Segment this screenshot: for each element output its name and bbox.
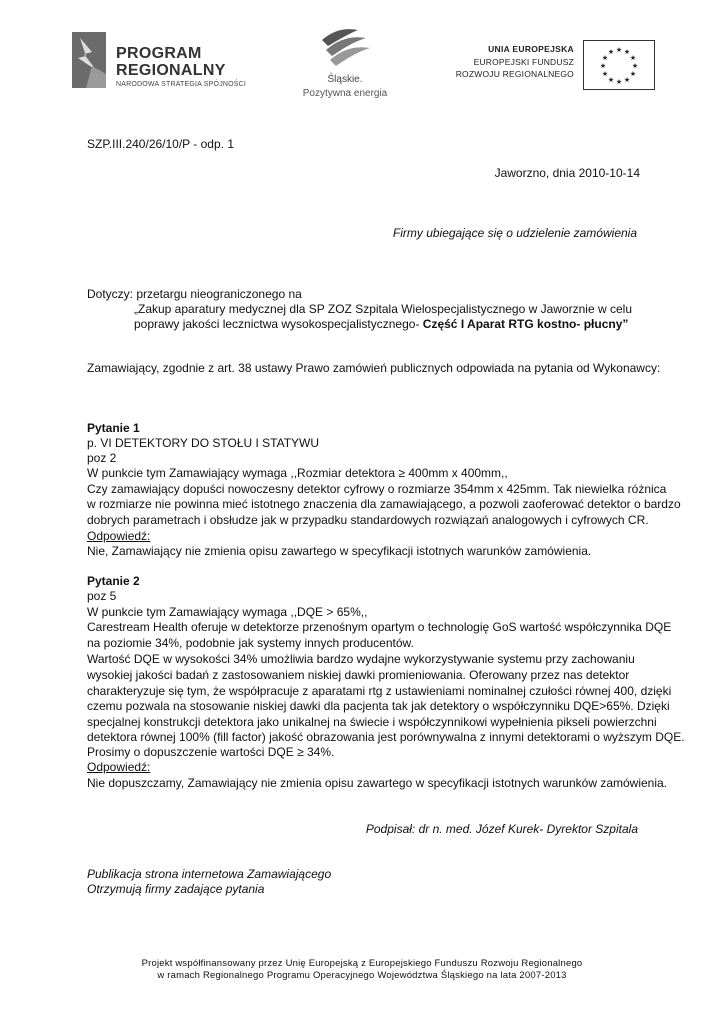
footer-line2: w ramach Regionalnego Programu Operacyjnego Województwa Śląskiego na lata 2007-2013 bbox=[157, 970, 567, 981]
eu-flag-icon bbox=[583, 40, 655, 90]
eu-logo bbox=[430, 40, 656, 92]
slaskie-tagline: Pozytywna energia bbox=[302, 88, 388, 99]
recipients-note: Otrzymują firmy zadające pytania bbox=[87, 882, 265, 896]
question2-line: Prosimy o dopuszczenie wartości DQE ≥ 34%. bbox=[87, 745, 335, 759]
reference-number: SZP.III.240/26/10/P - odp. 1 bbox=[87, 137, 234, 151]
svg-text:★: ★ bbox=[615, 78, 623, 86]
slaskie-name: Śląskie. bbox=[327, 74, 363, 85]
question2-line: Carestream Health oferuje w detektorze przenośnym opartym o technologię GoS wartość współczynnika DQE bbox=[87, 620, 672, 634]
svg-text:★: ★ bbox=[623, 48, 631, 56]
svg-text:★: ★ bbox=[601, 70, 609, 78]
recipient-line: Firmy ubiegające się o udzielenie zamówienia bbox=[392, 226, 637, 240]
question2-line: na poziomie 34%, podobnie jak systemy innych producentów. bbox=[87, 636, 414, 650]
subject-line2-bold: Część I Aparat RTG kostno- płucny” bbox=[422, 317, 629, 331]
eu-title: UNIA EUROPEJSKA bbox=[488, 44, 574, 54]
question2-line: specjalnej konstrukcji detektora jako unikalnej na świecie i współczynnikowi wypełnienia pikseli powierzchni bbox=[87, 715, 657, 729]
svg-text:★: ★ bbox=[623, 76, 631, 84]
program-subtitle: NARODOWA STRATEGIA SPÓJNOŚCI bbox=[116, 81, 247, 88]
question1-title: Pytanie 1 bbox=[87, 421, 140, 435]
eu-fund-line1: EUROPEJSKI FUNDUSZ bbox=[473, 57, 574, 67]
question2-line: wysokiej jakości badań z zastosowaniem niskiej dawki promieniowania. Oferowany przez nas detektor bbox=[87, 668, 630, 682]
program-regionalny-emblem-icon bbox=[66, 30, 112, 90]
question1-line: p. VI DETEKTORY DO STOŁU I STATYWU bbox=[87, 436, 320, 450]
answer1-label: Odpowiedź: bbox=[87, 529, 151, 543]
question1-line: dobrych parametrach i obsłudze jak w przypadku standardowych rozwiązań analogowych i cyfrowych CR. bbox=[87, 513, 649, 527]
svg-text:★: ★ bbox=[629, 54, 637, 62]
subject-line2-text: poprawy jakości lecznictwa wysokospecjalistycznego- bbox=[134, 317, 423, 331]
footer-line1: Projekt współfinansowany przez Unię Europejską z Europejskiego Funduszu Rozwoju Regionalnego bbox=[141, 958, 583, 969]
program-title-line2: REGIONALNY bbox=[116, 62, 226, 79]
subject-line1: „Zakup aparatury medycznej dla SP ZOZ Szpitala Wielospecjalistycznego w Jaworznie w celu bbox=[134, 302, 632, 316]
answer2-text: Nie dopuszczamy, Zamawiający nie zmienia opisu zawartego w specyfikacji istotnych warunków zamówienia. bbox=[87, 776, 668, 790]
question2-line: detektora równej 100% (fill factor) jakość obrazowania jest porównywalna z innymi detektorami o wyższym DQE. bbox=[87, 730, 685, 744]
slaskie-logo bbox=[290, 24, 400, 106]
program-regionalny-logo bbox=[66, 30, 266, 90]
signature: Podpisał: dr n. med. Józef Kurek- Dyrektor Szpitala bbox=[365, 822, 638, 836]
question2-title: Pytanie 2 bbox=[87, 574, 140, 588]
svg-text:★: ★ bbox=[629, 70, 637, 78]
svg-text:★: ★ bbox=[631, 62, 639, 70]
publication-note: Publikacja strona internetowa Zamawiającego bbox=[87, 867, 332, 881]
place-date: Jaworzno, dnia 2010-10-14 bbox=[494, 166, 640, 180]
question2-line: Wartość DQE w wysokości 34% umożliwia bardzo wydajne wykorzystywanie systemu przy zachowaniu bbox=[87, 652, 635, 666]
question2-line: czemu pozwala na stosowanie niskiej dawki dla pacjenta tak jak detektory o współczynniku DQE>65%. Dzięki bbox=[87, 699, 670, 713]
svg-text:★: ★ bbox=[607, 48, 615, 56]
intro-paragraph: Zamawiający, zgodnie z art. 38 ustawy Prawo zamówień publicznych odpowiada na pytania od Wykonawcy: bbox=[87, 361, 661, 375]
subject-label: Dotyczy: przetargu nieograniczonego na bbox=[87, 287, 302, 301]
question1-line: W punkcie tym Zamawiający wymaga ,,Rozmiar detektora ≥ 400mm x 400mm,, bbox=[87, 466, 508, 480]
slaskie-waves-icon bbox=[318, 24, 372, 70]
answer1-text: Nie, Zamawiający nie zmienia opisu zawartego w specyfikacji istotnych warunków zamówienia. bbox=[87, 544, 592, 558]
answer2-label: Odpowiedź: bbox=[87, 760, 151, 774]
question1-line: w rozmiarze nie powinna mieć istotnego znaczenia dla zamawiającego, a pozwoli zaoferować detektor o bardzo bbox=[87, 497, 681, 511]
svg-text:★: ★ bbox=[601, 54, 609, 62]
svg-text:★: ★ bbox=[599, 62, 607, 70]
question2-line: charakteryzuje się tym, że współpracuje z aparatami rtg z ustawieniami nominalnej czułości równej 400, dzięki bbox=[87, 684, 672, 698]
question1-line: Czy zamawiający dopuści nowoczesny detektor cyfrowy o rozmiarze 354mm x 425mm. Tak niewielka różnica bbox=[87, 482, 667, 496]
question2-line: W punkcie tym Zamawiający wymaga ,,DQE > 65%,, bbox=[87, 605, 368, 619]
question1-line: poz 2 bbox=[87, 451, 117, 465]
subject-line2 bbox=[134, 317, 628, 332]
eu-fund-line2: ROZWOJU REGIONALNEGO bbox=[455, 69, 574, 79]
question2-line: poz 5 bbox=[87, 589, 117, 603]
program-title-line1: PROGRAM bbox=[116, 45, 202, 62]
svg-text:★: ★ bbox=[607, 76, 615, 84]
svg-text:★: ★ bbox=[615, 46, 623, 54]
